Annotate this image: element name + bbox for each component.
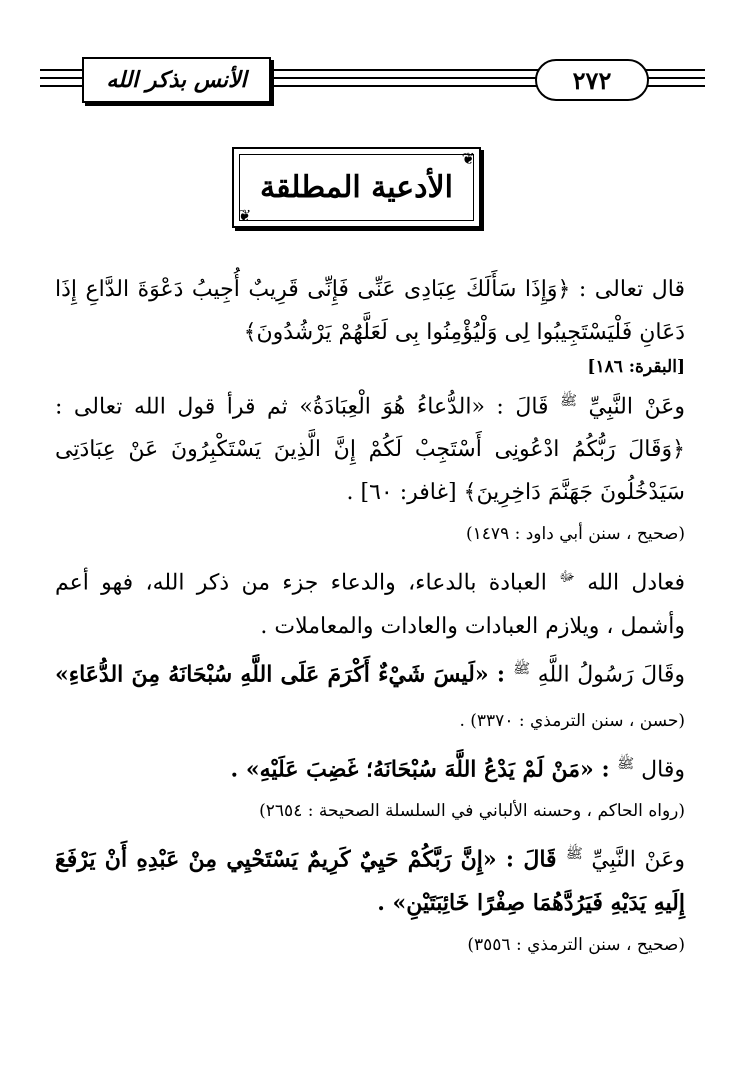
hadith-source: (صحيح ، سنن الترمذي : ٣٥٥٦): [467, 934, 685, 955]
ornament-icon: ❦: [238, 206, 252, 225]
text-segment: وعَنْ النَّبِيِّ: [582, 847, 685, 873]
page-body: [55, 268, 685, 967]
hadith-paragraph: [55, 833, 685, 924]
hadith-source: (حسن ، سنن الترمذي : ٣٣٧٠) .: [459, 710, 685, 731]
ornament-icon: ❦: [461, 149, 475, 168]
text-segment: وقَالَ رَسُولُ اللَّهِ: [530, 661, 686, 687]
page-header: [40, 55, 705, 105]
glorification-icon: ﷻ: [559, 569, 575, 586]
page-number: ٢٧٢: [535, 59, 649, 101]
hadith-text: : «مَنْ لَمْ يَدْعُ اللَّهَ سُبْحَانَهُ؛ غَضِبَ عَلَيْهِ» .: [230, 756, 618, 783]
text-segment: العبادة بالدعاء، والدعاء جزء من ذكر الله، فهو أعم وأشمل ، ويلازم العبادات والعادات والمعاملات .: [55, 570, 685, 639]
hadith-paragraph: [55, 380, 685, 514]
section-heading-frame: [232, 147, 481, 228]
hadith-paragraph: [55, 648, 685, 743]
text-segment: وعَنْ النَّبِيِّ: [577, 394, 685, 420]
salawat-icon: ﷺ: [617, 755, 635, 772]
hadith-text: قَالَ : «إِنَّ رَبَّكُمْ حَيِيٌ كَرِيمٌ يَسْتَحْيِي مِنْ عَبْدِهِ أَنْ يَرْفَعَ إِلَيهِ يَدَيْهِ فَيَرُدَّهُمَا صِفْرًا خَائِبَتَيْنِ» .: [55, 846, 685, 916]
hadith-paragraph: [55, 743, 685, 791]
text-segment: وقال: [634, 757, 685, 783]
hadith-source: (رواه الحاكم ، وحسنه الألباني في السلسلة الصحيحة : ٢٦٥٤): [259, 801, 685, 822]
text-segment: قَالَ : «الدُّعاءُ هُوَ الْعِبَادَةُ» ثم قرأ قول الله تعالى : ﴿وَقَالَ رَبُّكُمُ ادْعُونِى أَسْتَجِبْ لَكُمْ إِنَّ الَّذِينَ يَسْتَكْبِرُونَ عَنْ عِبَادَتِى سَيَدْخُلُونَ جَهَنَّمَ دَاخِرِينَ﴾ [غافر: ٦٠] .: [55, 394, 685, 506]
hadith-source: (صحيح ، سنن أبي داود : ١٤٧٩): [466, 524, 685, 545]
commentary-paragraph: [55, 556, 685, 647]
salawat-icon: ﷺ: [565, 846, 583, 863]
hadith-text: : «لَيسَ شَيْءٌ أَكْرَمَ عَلَى اللَّهِ سُبْحَانَهُ مِنَ الدُّعَاءِ»: [55, 660, 514, 687]
salawat-icon: ﷺ: [513, 660, 531, 677]
verse-paragraph: قال تعالى : ﴿وَإِذَا سَأَلَكَ عِبَادِى عَنِّى فَإِنِّى قَرِيبٌ أُجِيبُ دَعْوَةَ الدَّاعِ إِذَا دَعَانِ فَلْيَسْتَجِيبُوا لِى وَلْيُؤْمِنُوا بِى لَعَلَّهُمْ يَرْشُدُونَ﴾: [55, 277, 685, 345]
section-title: الأدعية المطلقة: [239, 154, 474, 221]
text-segment: فعادل الله: [574, 570, 686, 596]
salawat-icon: ﷺ: [560, 393, 578, 409]
book-title: الأنس بذكر الله: [82, 57, 271, 103]
verse-reference: [البقرة: ١٨٦]: [587, 357, 685, 377]
